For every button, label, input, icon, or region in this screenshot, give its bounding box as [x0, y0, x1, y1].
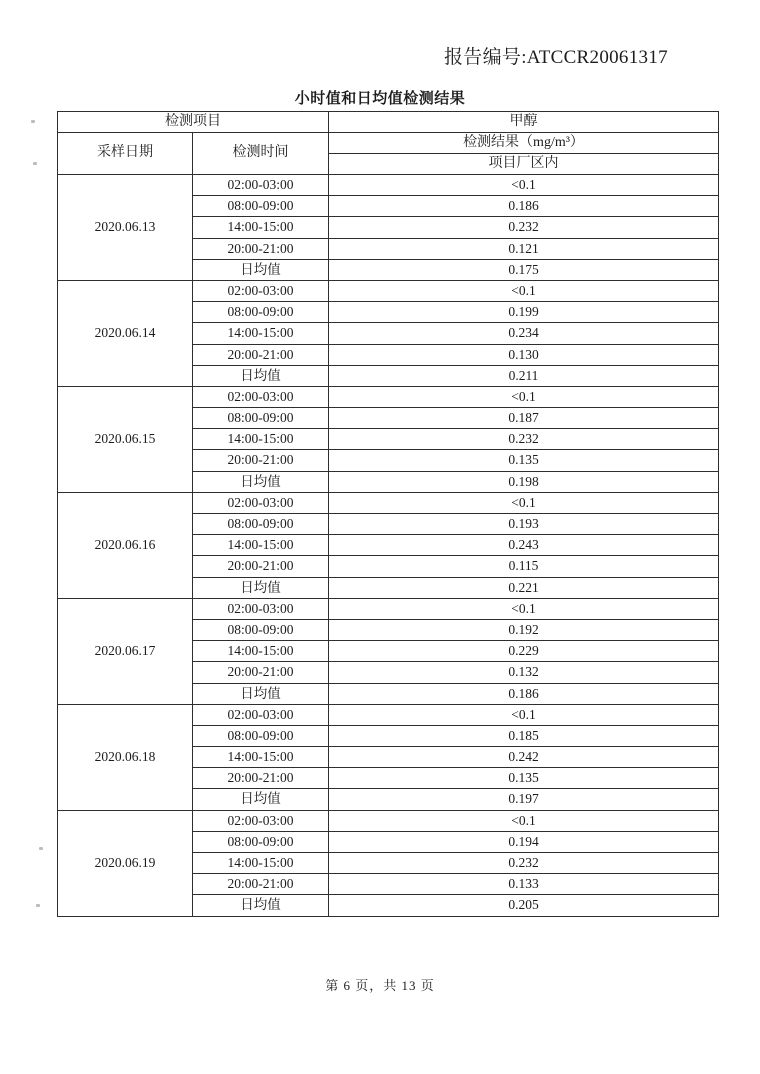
cell-daily-avg-label: 日均值 [193, 789, 329, 810]
cell-result-value: <0.1 [329, 386, 719, 407]
cell-result-value: 0.243 [329, 535, 719, 556]
cell-detect-time: 14:00-15:00 [193, 217, 329, 238]
cell-daily-avg-label: 日均值 [193, 895, 329, 916]
header-row-1 [58, 112, 719, 133]
cell-detect-time: 14:00-15:00 [193, 853, 329, 874]
cell-result-value: 0.242 [329, 747, 719, 768]
cell-detect-time: 08:00-09:00 [193, 196, 329, 217]
cell-daily-avg-label: 日均值 [193, 259, 329, 280]
cell-detect-time: 02:00-03:00 [193, 386, 329, 407]
cell-result-value: <0.1 [329, 810, 719, 831]
table-row [58, 386, 719, 407]
cell-result-value: 0.199 [329, 302, 719, 323]
cell-result-value: 0.229 [329, 641, 719, 662]
header-substance: 甲醇 [329, 112, 719, 133]
header-location: 项目厂区内 [329, 154, 719, 175]
scan-speck [31, 120, 35, 123]
cell-detect-time: 14:00-15:00 [193, 535, 329, 556]
cell-result-value: 0.185 [329, 725, 719, 746]
cell-result-value: 0.135 [329, 450, 719, 471]
cell-result-value: 0.186 [329, 683, 719, 704]
cell-detect-time: 08:00-09:00 [193, 831, 329, 852]
cell-result-value: 0.187 [329, 408, 719, 429]
header-detect-time: 检测时间 [193, 133, 329, 175]
cell-daily-avg-label: 日均值 [193, 471, 329, 492]
cell-detect-time: 20:00-21:00 [193, 238, 329, 259]
header-row-2 [58, 133, 719, 154]
cell-result-value: 0.221 [329, 577, 719, 598]
cell-daily-avg-label: 日均值 [193, 365, 329, 386]
cell-detect-time: 20:00-21:00 [193, 662, 329, 683]
cell-result-value: 0.232 [329, 853, 719, 874]
cell-detect-time: 08:00-09:00 [193, 302, 329, 323]
cell-result-value: <0.1 [329, 704, 719, 725]
cell-detect-time: 14:00-15:00 [193, 641, 329, 662]
cell-sample-date: 2020.06.16 [58, 492, 193, 598]
cell-detect-time: 02:00-03:00 [193, 704, 329, 725]
cell-sample-date: 2020.06.17 [58, 598, 193, 704]
cell-detect-time: 20:00-21:00 [193, 874, 329, 895]
cell-result-value: 0.186 [329, 196, 719, 217]
header-sample-date: 采样日期 [58, 133, 193, 175]
cell-detect-time: 02:00-03:00 [193, 175, 329, 196]
cell-sample-date: 2020.06.18 [58, 704, 193, 810]
report-number: 报告编号:ATCCR20061317 [444, 47, 668, 68]
cell-detect-time: 08:00-09:00 [193, 619, 329, 640]
cell-result-value: <0.1 [329, 492, 719, 513]
table-row [58, 492, 719, 513]
cell-result-value: 0.115 [329, 556, 719, 577]
cell-detect-time: 14:00-15:00 [193, 429, 329, 450]
cell-detect-time: 02:00-03:00 [193, 810, 329, 831]
cell-detect-time: 02:00-03:00 [193, 492, 329, 513]
cell-result-value: 0.232 [329, 217, 719, 238]
cell-detect-time: 08:00-09:00 [193, 514, 329, 535]
cell-result-value: 0.133 [329, 874, 719, 895]
table-row [58, 810, 719, 831]
cell-result-value: <0.1 [329, 598, 719, 619]
cell-result-value: 0.232 [329, 429, 719, 450]
results-table [57, 111, 719, 917]
cell-result-value: 0.121 [329, 238, 719, 259]
cell-result-value: 0.135 [329, 768, 719, 789]
header-result-unit: 检测结果（mg/m³） [329, 133, 719, 154]
cell-detect-time: 08:00-09:00 [193, 408, 329, 429]
scan-speck [36, 904, 40, 907]
cell-result-value: 0.197 [329, 789, 719, 810]
cell-daily-avg-label: 日均值 [193, 577, 329, 598]
cell-detect-time: 20:00-21:00 [193, 450, 329, 471]
table-row [58, 280, 719, 301]
header-project: 检测项目 [58, 112, 329, 133]
cell-result-value: 0.175 [329, 259, 719, 280]
table-row [58, 704, 719, 725]
cell-detect-time: 02:00-03:00 [193, 280, 329, 301]
cell-result-value: 0.234 [329, 323, 719, 344]
cell-detect-time: 20:00-21:00 [193, 768, 329, 789]
scan-speck [33, 162, 37, 165]
scan-speck [39, 847, 43, 850]
cell-result-value: 0.193 [329, 514, 719, 535]
cell-detect-time: 14:00-15:00 [193, 747, 329, 768]
cell-sample-date: 2020.06.19 [58, 810, 193, 916]
table-row [58, 598, 719, 619]
cell-result-value: 0.192 [329, 619, 719, 640]
cell-daily-avg-label: 日均值 [193, 683, 329, 704]
cell-result-value: <0.1 [329, 280, 719, 301]
cell-sample-date: 2020.06.13 [58, 175, 193, 281]
table-title: 小时值和日均值检测结果 [294, 91, 466, 107]
cell-detect-time: 08:00-09:00 [193, 725, 329, 746]
cell-result-value: 0.194 [329, 831, 719, 852]
page-footer: 第 6 页，共 13 页 [325, 978, 435, 993]
cell-detect-time: 02:00-03:00 [193, 598, 329, 619]
cell-detect-time: 20:00-21:00 [193, 344, 329, 365]
cell-sample-date: 2020.06.15 [58, 386, 193, 492]
table-row [58, 175, 719, 196]
cell-result-value: <0.1 [329, 175, 719, 196]
cell-result-value: 0.198 [329, 471, 719, 492]
cell-sample-date: 2020.06.14 [58, 280, 193, 386]
cell-result-value: 0.130 [329, 344, 719, 365]
cell-result-value: 0.132 [329, 662, 719, 683]
cell-result-value: 0.211 [329, 365, 719, 386]
cell-detect-time: 14:00-15:00 [193, 323, 329, 344]
cell-detect-time: 20:00-21:00 [193, 556, 329, 577]
cell-result-value: 0.205 [329, 895, 719, 916]
